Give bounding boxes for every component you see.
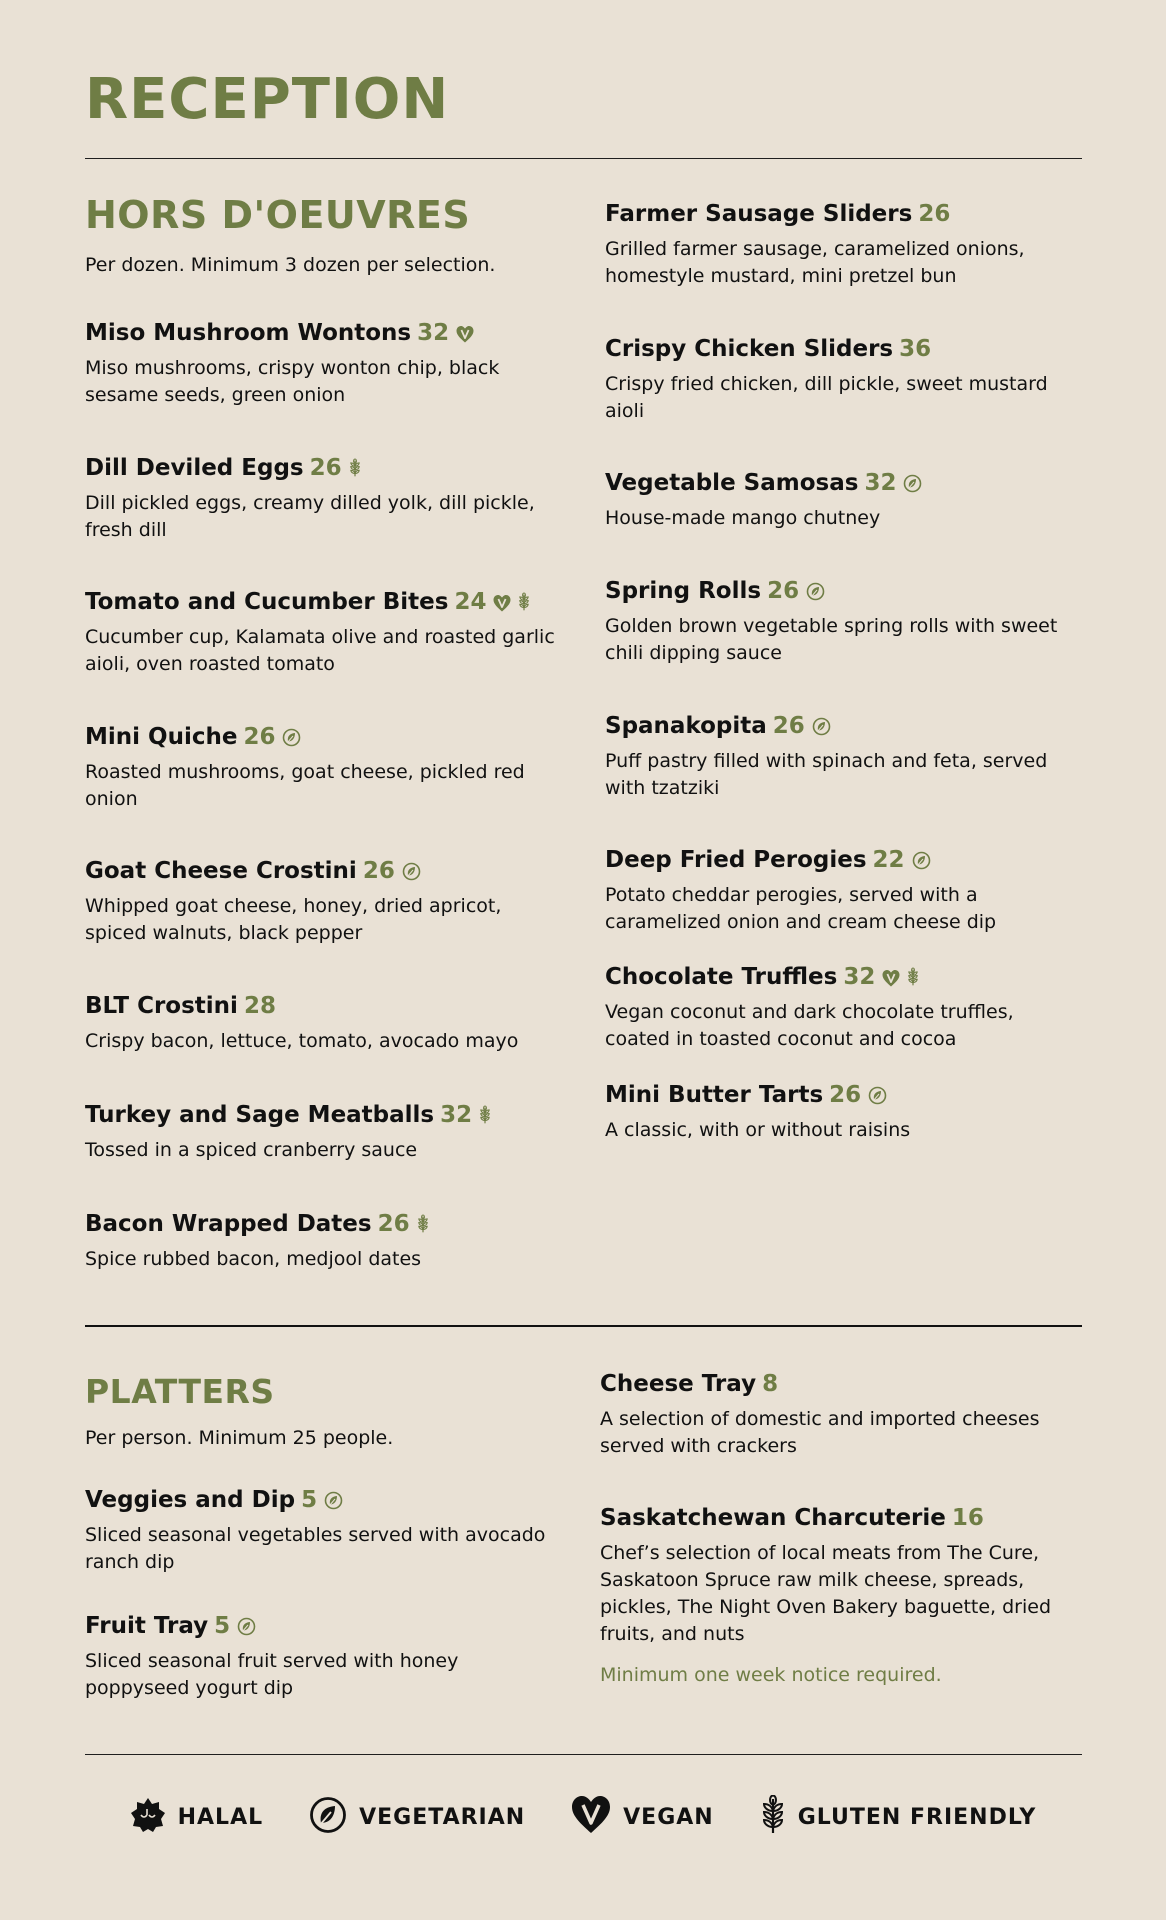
- platters-heading: PLATTERS: [85, 1372, 275, 1411]
- item-name-line: [605, 1080, 1075, 1110]
- item-description: Miso mushrooms, crispy wonton chip, black sesame seeds, green onion: [85, 357, 500, 406]
- vegetarian-icon: [806, 582, 825, 601]
- menu-item: [85, 453, 555, 544]
- title-divider: [85, 158, 1082, 159]
- vegan-icon: [882, 970, 900, 987]
- hors-doeuvres-note: Per dozen. Minimum 3 dozen per selection.: [85, 254, 496, 276]
- item-name: Cheese Tray: [600, 1371, 757, 1397]
- menu-item: [85, 587, 555, 678]
- menu-item: [600, 1369, 1070, 1460]
- vegan-icon: [571, 1796, 611, 1838]
- item-description: Chef’s selection of local meats from The Cure, Saskatoon Spruce raw milk cheese, spreads, pickles, The Night Oven Bakery baguette, dried fruits, and nuts: [600, 1542, 1052, 1645]
- item-name-line: [85, 1485, 555, 1515]
- hors-doeuvres-heading: HORS D'OEUVRES: [85, 193, 471, 237]
- item-name: Mini Butter Tarts: [605, 1082, 824, 1108]
- item-description: Grilled farmer sausage, caramelized onions, homestyle mustard, mini pretzel bun: [605, 238, 1025, 287]
- vegetarian-icon: [812, 717, 831, 736]
- vegan-icon: [456, 326, 474, 343]
- menu-item: [605, 576, 1075, 667]
- item-name-line: [85, 453, 555, 483]
- item-description: Puff pastry filled with spinach and feta, served with tzatziki: [605, 750, 1048, 799]
- menu-item: [605, 334, 1075, 425]
- item-description: A classic, with or without raisins: [605, 1119, 911, 1141]
- legend-vegan: [571, 1796, 714, 1838]
- legend-vegetarian-label: VEGETARIAN: [359, 1804, 526, 1830]
- item-name: Crispy Chicken Sliders: [605, 336, 894, 362]
- item-name: BLT Crostini: [85, 993, 238, 1019]
- vegetarian-icon: [402, 862, 421, 881]
- menu-item: [605, 962, 1075, 1053]
- gluten-friendly-icon: [479, 1105, 491, 1125]
- item-name: Farmer Sausage Sliders: [605, 201, 913, 227]
- legend-vegan-label: VEGAN: [623, 1804, 714, 1830]
- legend-halal-label: HALAL: [177, 1804, 264, 1830]
- page-title: RECEPTION: [85, 67, 450, 132]
- menu-item: [605, 845, 1075, 936]
- item-name: Bacon Wrapped Dates: [85, 1211, 372, 1237]
- item-name: Mini Quiche: [85, 724, 238, 750]
- item-price: 26: [829, 1082, 862, 1108]
- gluten-friendly-icon: [760, 1795, 786, 1839]
- item-name: Turkey and Sage Meatballs: [85, 1102, 435, 1128]
- item-description: Sliced seasonal vegetables served with avocado ranch dip: [85, 1524, 546, 1573]
- item-price: 8: [762, 1371, 779, 1397]
- section-divider: [85, 1325, 1082, 1327]
- menu-item: [85, 1611, 555, 1702]
- item-name: Tomato and Cucumber Bites: [85, 589, 449, 615]
- vegetarian-icon: [237, 1617, 256, 1636]
- item-description: Crispy bacon, lettuce, tomato, avocado mayo: [85, 1030, 519, 1052]
- vegetarian-icon: [903, 474, 922, 493]
- menu-item: [85, 1209, 555, 1273]
- halal-icon: [130, 1797, 166, 1837]
- item-description: Vegan coconut and dark chocolate truffles, coated in toasted coconut and cocoa: [605, 1001, 1014, 1050]
- gluten-friendly-icon: [349, 458, 361, 478]
- vegetarian-icon: [868, 1086, 887, 1105]
- item-price: 26: [377, 1211, 410, 1237]
- menu-item: [605, 468, 1075, 532]
- item-name: Deep Fried Perogies: [605, 847, 867, 873]
- item-name: Spanakopita: [605, 713, 767, 739]
- item-description: Roasted mushrooms, goat cheese, pickled red onion: [85, 761, 525, 810]
- menu-item: [605, 711, 1075, 802]
- menu-item: [85, 1100, 555, 1164]
- item-name-line: [85, 1100, 555, 1130]
- gluten-friendly-icon: [907, 967, 919, 987]
- item-description: Dill pickled eggs, creamy dilled yolk, dill pickle, fresh dill: [85, 492, 535, 541]
- item-name-line: [605, 711, 1075, 741]
- menu-item: [85, 856, 555, 947]
- item-name-line: [85, 722, 555, 752]
- menu-item: [85, 991, 555, 1055]
- item-name-line: [605, 334, 1075, 364]
- item-price: 5: [301, 1487, 318, 1513]
- item-name-line: [605, 845, 1075, 875]
- platters-note: Per person. Minimum 25 people.: [85, 1427, 394, 1449]
- item-name: Veggies and Dip: [85, 1487, 296, 1513]
- item-price: 22: [872, 847, 905, 873]
- vegetarian-icon: [282, 728, 301, 747]
- item-description: House-made mango chutney: [605, 507, 881, 529]
- item-name: Vegetable Samosas: [605, 470, 859, 496]
- item-price: 36: [899, 336, 932, 362]
- item-name: Spring Rolls: [605, 578, 762, 604]
- item-name-line: [605, 962, 1075, 992]
- menu-item: [605, 199, 1075, 290]
- item-description: Spice rubbed bacon, medjool dates: [85, 1248, 422, 1270]
- item-name: Dill Deviled Eggs: [85, 455, 304, 481]
- item-name: Saskatchewan Charcuterie: [600, 1505, 946, 1531]
- item-notice: Minimum one week notice required.: [600, 1664, 942, 1686]
- item-name-line: [605, 199, 1075, 229]
- vegetarian-icon: [309, 1796, 347, 1838]
- vegetarian-icon: [324, 1491, 343, 1510]
- item-name-line: [85, 991, 555, 1021]
- item-price: 26: [309, 455, 342, 481]
- item-price: 26: [362, 858, 395, 884]
- menu-item: [85, 722, 555, 813]
- item-price: 26: [772, 713, 805, 739]
- item-name: Chocolate Truffles: [605, 964, 838, 990]
- item-name-line: [605, 576, 1075, 606]
- item-name: Fruit Tray: [85, 1613, 209, 1639]
- legend-gluten-friendly: [760, 1795, 1037, 1839]
- dietary-legend: [0, 1795, 1166, 1839]
- item-name-line: [85, 587, 555, 617]
- item-price: 26: [243, 724, 276, 750]
- item-name-line: [85, 856, 555, 886]
- legend-gluten-friendly-label: GLUTEN FRIENDLY: [797, 1804, 1037, 1830]
- item-name-line: [85, 318, 555, 348]
- item-name: Goat Cheese Crostini: [85, 858, 357, 884]
- legend-divider: [85, 1754, 1082, 1755]
- item-name-line: [600, 1369, 1070, 1399]
- gluten-friendly-icon: [518, 592, 530, 612]
- item-price: 32: [440, 1102, 473, 1128]
- item-price: 32: [417, 320, 450, 346]
- menu-item: [605, 1080, 1075, 1144]
- item-name: Miso Mushroom Wontons: [85, 320, 412, 346]
- legend-halal: [130, 1797, 264, 1837]
- item-price: 32: [864, 470, 897, 496]
- menu-item: [600, 1503, 1070, 1689]
- item-price: 26: [918, 201, 951, 227]
- item-description: Sliced seasonal fruit served with honey poppyseed yogurt dip: [85, 1650, 459, 1699]
- item-name-line: [85, 1611, 555, 1641]
- item-name-line: [605, 468, 1075, 498]
- item-description: Cucumber cup, Kalamata olive and roasted garlic aioli, oven roasted tomato: [85, 626, 555, 675]
- vegan-icon: [493, 595, 511, 612]
- item-description: Whipped goat cheese, honey, dried apricot, spiced walnuts, black pepper: [85, 895, 502, 944]
- item-price: 16: [951, 1505, 984, 1531]
- gluten-friendly-icon: [417, 1214, 429, 1234]
- item-price: 5: [214, 1613, 231, 1639]
- item-name-line: [85, 1209, 555, 1239]
- item-description: Golden brown vegetable spring rolls with sweet chili dipping sauce: [605, 615, 1058, 664]
- item-description: Tossed in a spiced cranberry sauce: [85, 1139, 418, 1161]
- legend-vegetarian: [309, 1796, 525, 1838]
- item-price: 26: [767, 578, 800, 604]
- item-name-line: [600, 1503, 1070, 1533]
- item-price: 24: [454, 589, 487, 615]
- item-price: 28: [243, 993, 276, 1019]
- item-description: Potato cheddar perogies, served with a caramelized onion and cream cheese dip: [605, 884, 997, 933]
- vegetarian-icon: [912, 851, 931, 870]
- item-description: A selection of domestic and imported cheeses served with crackers: [600, 1408, 1040, 1457]
- item-price: 32: [843, 964, 876, 990]
- menu-item: [85, 318, 555, 409]
- item-description: Crispy fried chicken, dill pickle, sweet mustard aioli: [605, 373, 1048, 422]
- menu-item: [85, 1485, 555, 1576]
